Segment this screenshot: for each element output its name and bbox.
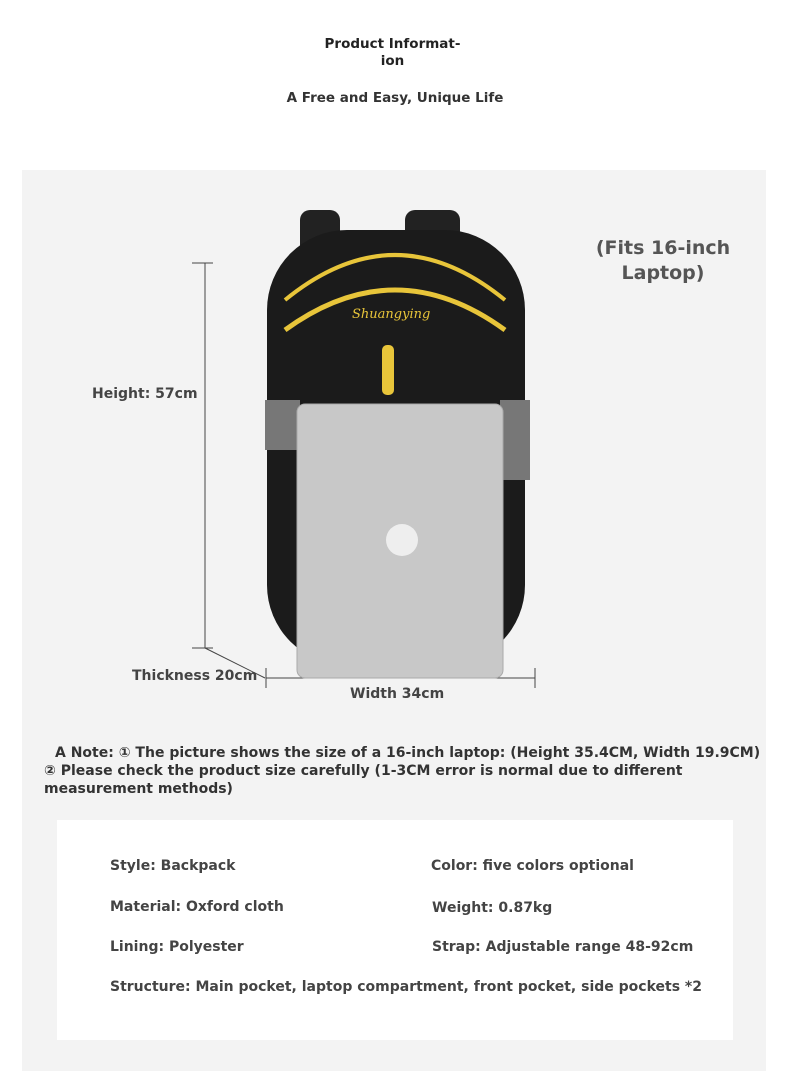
size-note: A Note: ① The picture shows the size of a 16-inch laptop: (Height 35.4CM, Width 19.9CM) ② Please check the product size carefully (1-3CM error is normal due to different measurement methods) [44, 745, 761, 797]
spec-strap: Strap: Adjustable range 48-92cm [432, 939, 694, 955]
width-label: Width 34cm [350, 686, 445, 702]
height-label: Height: 57cm [92, 386, 198, 402]
spec-card [57, 820, 733, 1040]
thickness-label: Thickness 20cm [132, 668, 258, 684]
spec-lining: Lining: Polyester [110, 939, 244, 955]
page-title: Product Informat- ion [324, 36, 461, 69]
spec-structure: Structure: Main pocket, laptop compartment, front pocket, side pockets *2 [110, 979, 702, 995]
spec-color: Color: five colors optional [431, 858, 634, 874]
brand-logo: Shuangying [352, 307, 431, 322]
apple-logo-icon [386, 524, 418, 556]
spec-style: Style: Backpack [110, 858, 236, 874]
backpack [265, 210, 530, 678]
fits-label: (Fits 16-inch Laptop) [595, 237, 731, 284]
spec-material: Material: Oxford cloth [110, 899, 284, 915]
spec-weight: Weight: 0.87kg [432, 900, 553, 916]
page-subtitle: A Free and Easy, Unique Life [286, 90, 504, 106]
